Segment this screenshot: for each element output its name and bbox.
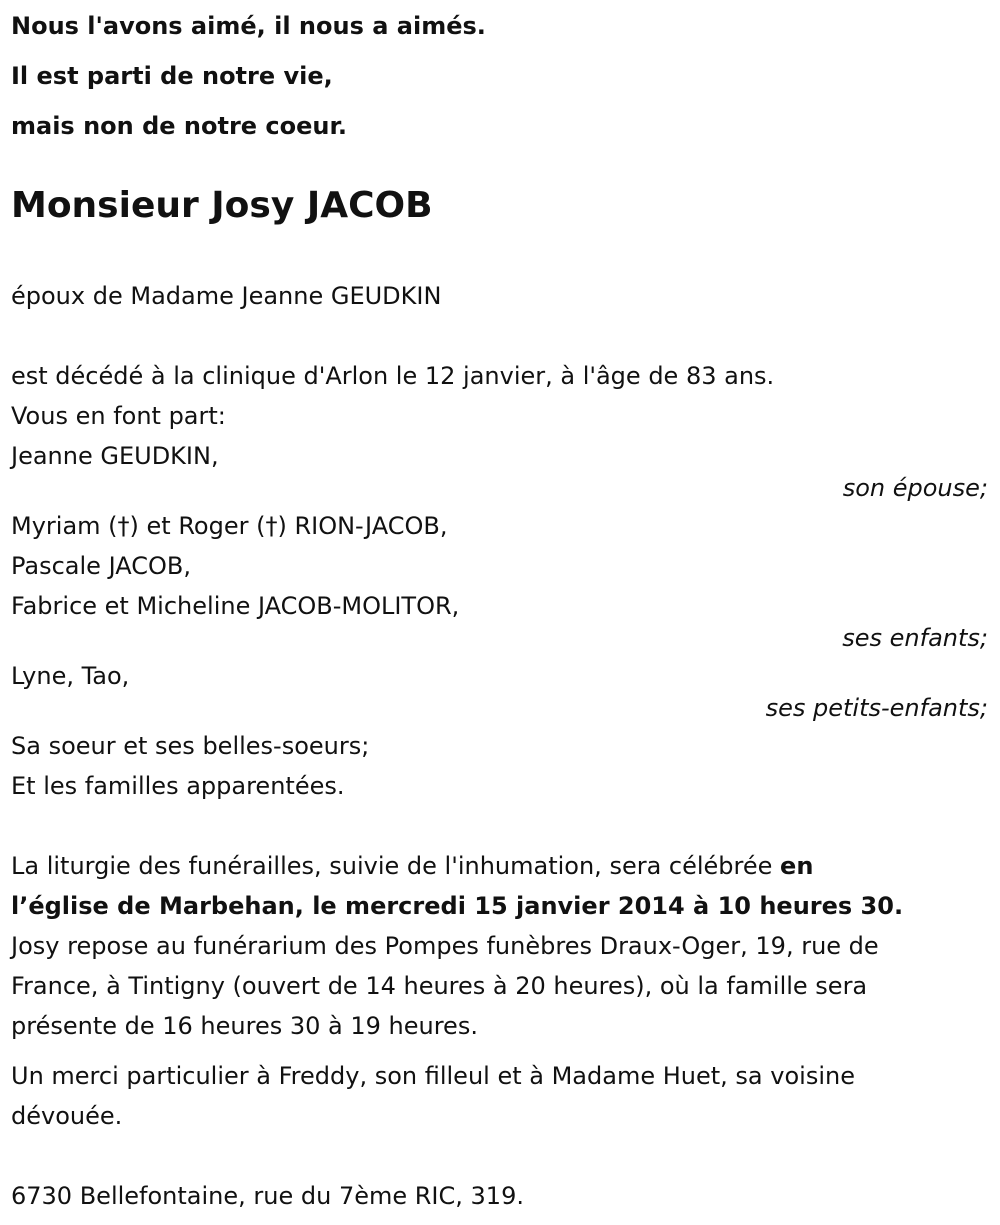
spouse-role: son épouse; [842, 474, 988, 502]
spouse-line: époux de Madame Jeanne GEUDKIN [11, 282, 442, 310]
rest-line: France, à Tintigny (ouvert de 14 heures à 20 heures), où la famille sera [11, 972, 868, 1000]
spouse-name: Jeanne GEUDKIN, [11, 442, 219, 470]
address-line: 6730 Bellefontaine, rue du 7ème RIC, 319. [11, 1182, 524, 1210]
child-line: Fabrice et Micheline JACOB-MOLITOR, [11, 592, 460, 620]
deceased-name: Monsieur Josy JACOB [11, 185, 433, 226]
other-family-line: Sa soeur et ses belles-soeurs; [11, 732, 370, 760]
death-line: est décédé à la clinique d'Arlon le 12 janvier, à l'âge de 83 ans. [11, 362, 775, 390]
child-line: Myriam (†) et Roger (†) RION-JACOB, [11, 512, 448, 540]
liturgy-bold-start: en [780, 852, 814, 880]
epigraph-line: Il est parti de notre vie, [11, 62, 333, 90]
grandchildren-role: ses petits-enfants; [765, 694, 988, 722]
epigraph [11, 1, 988, 151]
thanks-paragraph [11, 1056, 988, 1136]
liturgy-bold-line: l’église de Marbehan, le mercredi 15 janvier 2014 à 10 heures 30. [11, 892, 904, 920]
thanks-line: Un merci particulier à Freddy, son filleul et à Madame Huet, sa voisine [11, 1062, 855, 1090]
rest-line: Josy repose au funérarium des Pompes funèbres Draux-Oger, 19, rue de [11, 932, 879, 960]
thanks-line: dévouée. [11, 1102, 123, 1130]
child-line: Pascale JACOB, [11, 552, 191, 580]
announcement-intro: Vous en font part: [11, 402, 226, 430]
liturgy-paragraph [11, 846, 988, 886]
grandchildren-names: Lyne, Tao, [11, 662, 130, 690]
children-role: ses enfants; [842, 624, 988, 652]
obituary-page [0, 1, 1000, 1225]
liturgy-text: La liturgie des funérailles, suivie de l'inhumation, sera célébrée [11, 852, 781, 880]
other-family-line: Et les familles apparentées. [11, 772, 345, 800]
epigraph-line: mais non de notre coeur. [11, 112, 348, 140]
rest-line: présente de 16 heures 30 à 19 heures. [11, 1012, 478, 1040]
epigraph-line: Nous l'avons aimé, il nous a aimés. [11, 12, 486, 40]
rest-paragraph [11, 926, 988, 1046]
